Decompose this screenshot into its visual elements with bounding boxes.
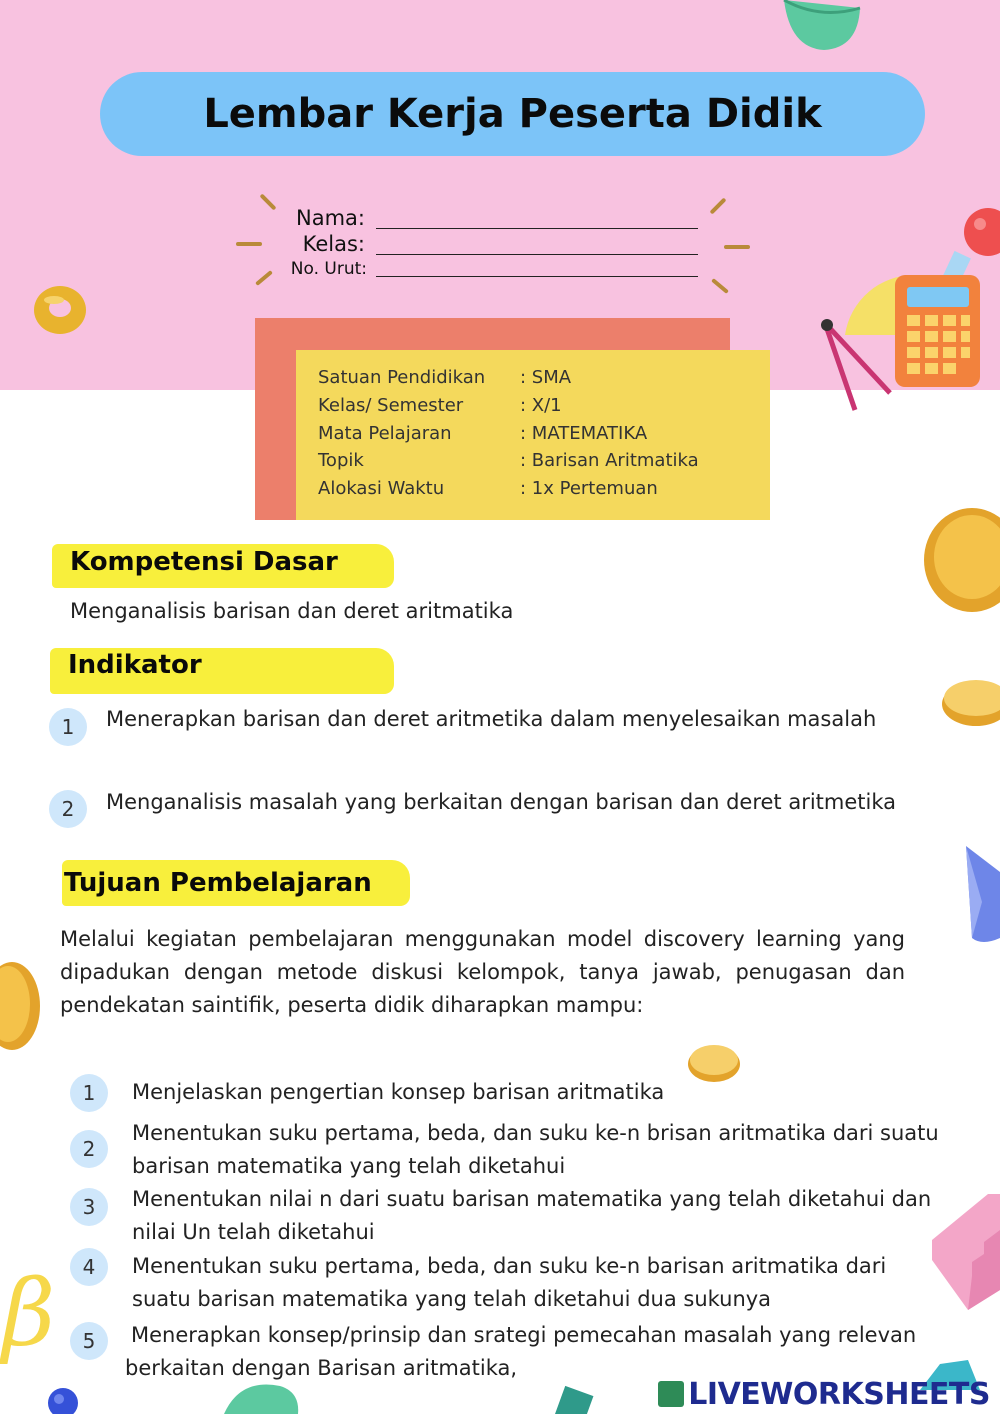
blue-cone-icon [962,842,1000,946]
indikator-number: 1 [49,708,87,746]
beta-symbol: β [2,1260,56,1367]
name-field [270,206,365,230]
tujuan-number: 2 [70,1130,108,1168]
gold-ring-icon [30,282,90,338]
tujuan-item: Menentukan nilai n dari suatu barisan matematika yang telah diketahui dan nilai Un telah diketahui [132,1187,932,1244]
kompetensi-text: Menganalisis barisan dan deret aritmatika [70,599,514,623]
indikator-number: 2 [49,790,87,828]
page-title: Lembar Kerja Peserta Didik [100,72,925,156]
blue-dot-icon [46,1386,80,1414]
tujuan-heading: Tujuan Pembelajaran [64,868,372,898]
class-input-line[interactable] [376,254,698,255]
tujuan-number: 1 [70,1074,108,1112]
number-label: No. Urut: [290,259,367,279]
sparkle-decoration [236,242,262,246]
info-value: : MATEMATIKA [520,423,648,444]
liveworksheets-watermark[interactable] [658,1376,990,1412]
name-label: Nama: [296,206,365,230]
info-label: Alokasi Waktu [318,478,445,499]
class-label: Kelas: [302,232,365,256]
info-value: : Barisan Aritmatika [520,450,699,471]
tujuan-item: Menjelaskan pengertian konsep barisan aritmatika [132,1080,665,1104]
math-tools-icon [815,245,1000,415]
sparkle-decoration [724,245,750,249]
info-value: : SMA [520,367,572,388]
flat-coin-icon [940,672,1000,730]
tujuan-number: 5 [70,1322,108,1360]
number-field [262,259,367,279]
indikator-item: Menganalisis masalah yang berkaitan dengan barisan dan deret aritmetika [106,790,897,814]
info-label: Topik [318,450,364,471]
gold-coin-icon [922,505,1000,615]
green-cylinder-icon [555,1380,605,1414]
info-value: : 1x Pertemuan [520,478,658,499]
tujuan-number: 3 [70,1188,108,1226]
tujuan-item: Menentukan suku pertama, beda, dan suku ke-n brisan aritmatika dari suatu barisan matematika yang telah diketahui [132,1121,939,1178]
info-value: : X/1 [520,395,562,416]
tujuan-intro: Melalui kegiatan pembelajaran menggunakan model discovery learning yang dipadukan dengan metode diskusi kelompok, tanya jawab, penugasan dan pendekatan saintifik, peserta didik diharapkan mampu: [60,927,905,1017]
watermark-text: LIVEWORKSHEETS [688,1376,990,1412]
tujuan-number: 4 [70,1248,108,1286]
info-label: Kelas/ Semester [318,395,464,416]
kompetensi-heading: Kompetensi Dasar [70,547,338,577]
class-field [270,232,365,256]
tujuan-item: Menentukan suku pertama, beda, dan suku ke-n barisan aritmatika dari suatu barisan matematika yang telah diketahui dua sukunya [132,1254,887,1311]
indikator-heading: Indikator [68,650,202,680]
number-input-line[interactable] [376,276,698,277]
tujuan-item: Menerapkan konsep/prinsip dan srategi pemecahan masalah yang relevan berkaitan dengan Barisan aritmatika, [125,1323,917,1380]
info-label: Mata Pelajaran [318,423,452,444]
liveworksheets-logo-icon [658,1381,684,1407]
indikator-item: Menerapkan barisan dan deret aritmetika dalam menyelesaikan masalah [106,707,877,731]
name-input-line[interactable] [376,228,698,229]
info-label: Satuan Pendidikan [318,367,486,388]
left-coin-icon [0,960,44,1052]
green-hemisphere-icon [780,0,862,52]
